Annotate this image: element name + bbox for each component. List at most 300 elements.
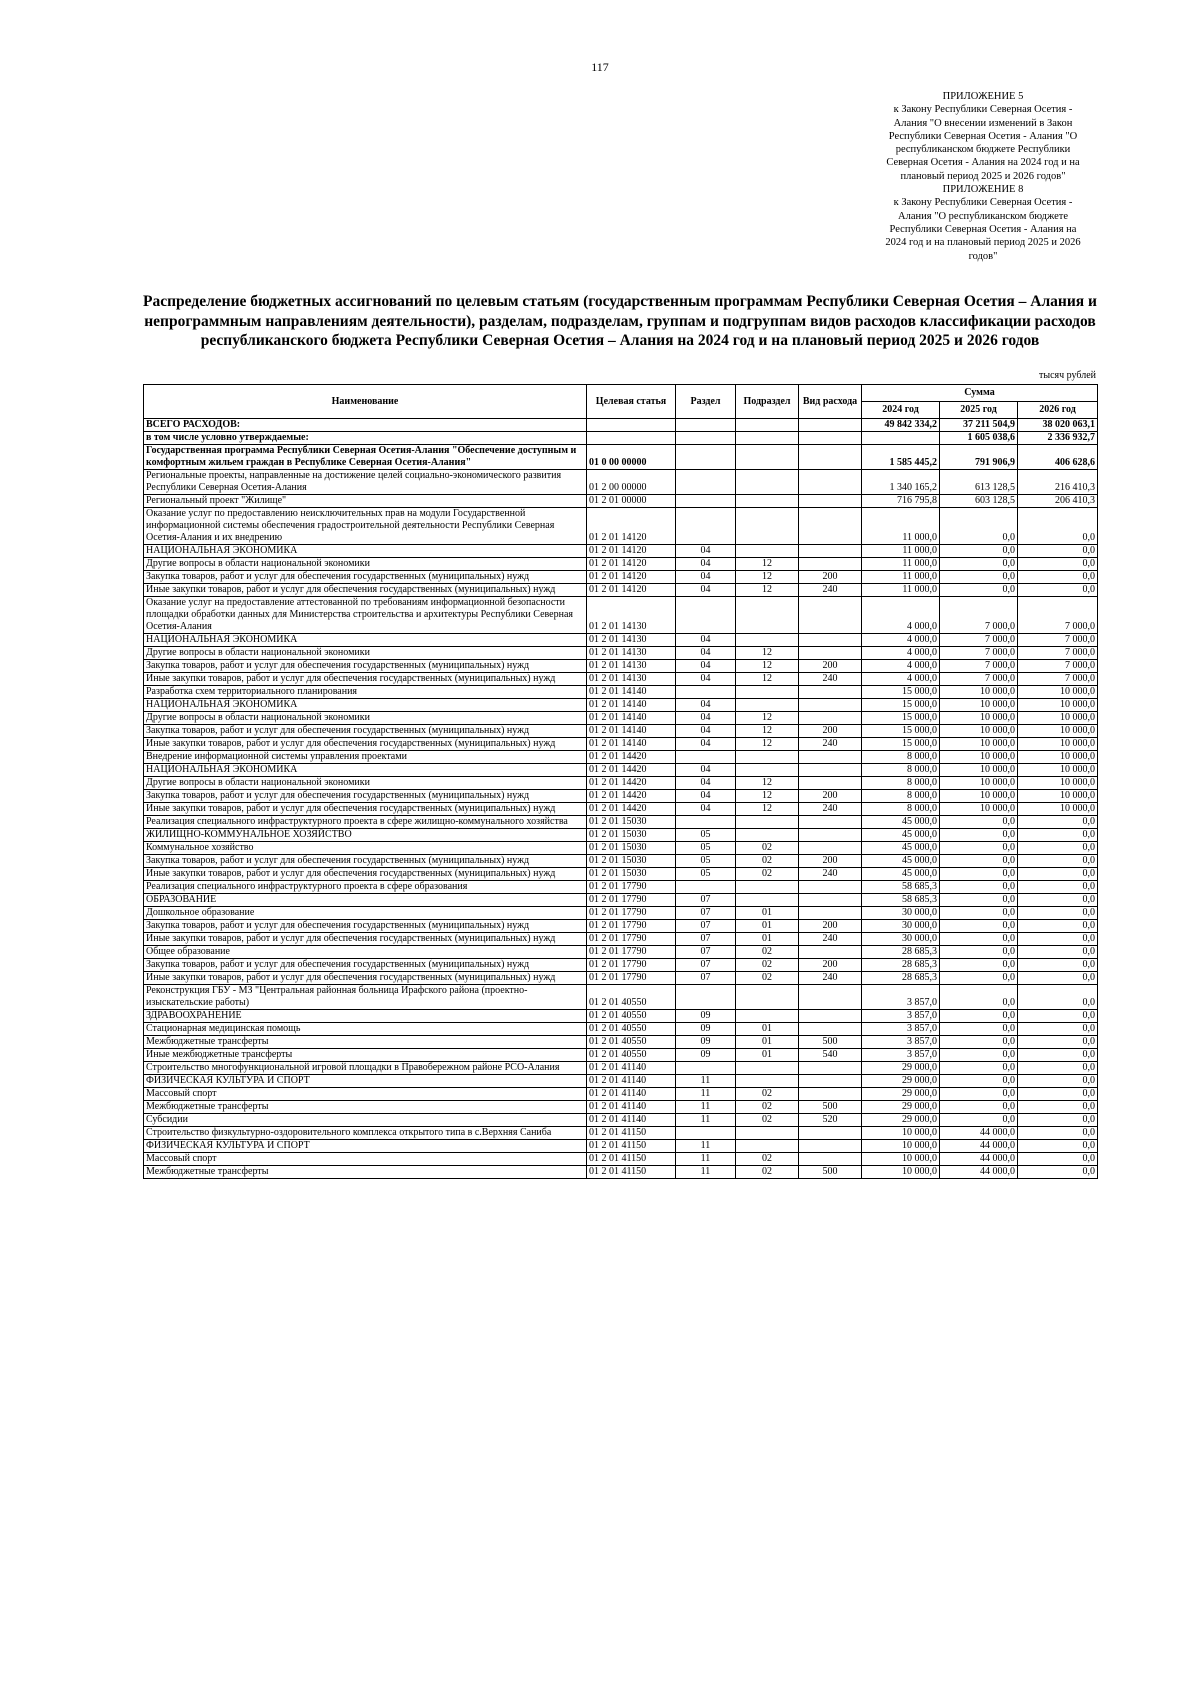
- table-row: [144, 1062, 1098, 1075]
- row-name: Региональные проекты, направленные на достижение целей социально-экономического развития Республики Северная Осетия-Алания: [144, 470, 587, 495]
- row-section: [676, 985, 736, 1010]
- row-2025: 0,0: [940, 545, 1018, 558]
- row-2026: 38 020 063,1: [1018, 419, 1098, 432]
- row-subsection: 02: [736, 972, 799, 985]
- row-subsection: 12: [736, 777, 799, 790]
- row-kind: 240: [799, 584, 862, 597]
- row-target: 01 2 01 40550: [587, 1049, 676, 1062]
- row-section: 05: [676, 868, 736, 881]
- row-2026: 0,0: [1018, 1062, 1098, 1075]
- appendix-line: плановый период 2025 и 2026 годов": [900, 170, 1066, 182]
- row-kind: [799, 751, 862, 764]
- row-kind: [799, 946, 862, 959]
- row-name: Иные закупки товаров, работ и услуг для обеспечения государственных (муниципальных) нужд: [144, 738, 587, 751]
- row-2024: 11 000,0: [862, 508, 940, 545]
- row-2026: 0,0: [1018, 946, 1098, 959]
- row-kind: [799, 1140, 862, 1153]
- row-section: 04: [676, 712, 736, 725]
- row-2024: 10 000,0: [862, 1127, 940, 1140]
- row-section: 07: [676, 933, 736, 946]
- row-kind: [799, 558, 862, 571]
- row-target: 01 2 01 14130: [587, 660, 676, 673]
- row-target: 01 2 01 14130: [587, 597, 676, 634]
- row-2026: 10 000,0: [1018, 686, 1098, 699]
- row-section: 07: [676, 907, 736, 920]
- table-body: [144, 419, 1098, 1179]
- row-2025: 7 000,0: [940, 660, 1018, 673]
- appendix-line: ПРИЛОЖЕНИЕ 8: [942, 184, 1024, 196]
- row-2025: 10 000,0: [940, 712, 1018, 725]
- row-2026: 0,0: [1018, 985, 1098, 1010]
- row-subsection: [736, 829, 799, 842]
- row-target: 01 2 01 17790: [587, 920, 676, 933]
- row-2024: 8 000,0: [862, 803, 940, 816]
- row-target: 01 2 01 17790: [587, 946, 676, 959]
- row-2025: 0,0: [940, 985, 1018, 1010]
- header-2024: 2024 год: [862, 402, 940, 419]
- header-sum: Сумма: [862, 385, 1098, 402]
- row-section: 04: [676, 660, 736, 673]
- row-name: НАЦИОНАЛЬНАЯ ЭКОНОМИКА: [144, 699, 587, 712]
- table-row: [144, 725, 1098, 738]
- row-2026: 406 628,6: [1018, 445, 1098, 470]
- appendix-line: ПРИЛОЖЕНИЕ 5: [942, 91, 1024, 102]
- row-2025: 10 000,0: [940, 803, 1018, 816]
- row-target: 01 2 01 14420: [587, 764, 676, 777]
- row-name: Оказание услуг по предоставлению неисключительных прав на модули Государственной информационной системы обеспечения градостроительной деятельности Республики Северная Осетия-Алания и их внедрению: [144, 508, 587, 545]
- row-name: Другие вопросы в области национальной экономики: [144, 558, 587, 571]
- row-kind: 200: [799, 920, 862, 933]
- appendix-line: годов": [968, 250, 998, 262]
- table-row: [144, 1023, 1098, 1036]
- row-2025: 10 000,0: [940, 738, 1018, 751]
- row-2026: 10 000,0: [1018, 764, 1098, 777]
- row-2024: 28 685,3: [862, 959, 940, 972]
- header-target: Целевая статья: [587, 385, 676, 419]
- row-subsection: 02: [736, 1114, 799, 1127]
- row-kind: 240: [799, 673, 862, 686]
- row-section: [676, 816, 736, 829]
- table-row: [144, 842, 1098, 855]
- row-target: 01 2 01 14130: [587, 673, 676, 686]
- row-section: 07: [676, 920, 736, 933]
- row-target: 01 2 01 14140: [587, 725, 676, 738]
- row-name: Иные межбюджетные трансферты: [144, 1049, 587, 1062]
- row-kind: [799, 764, 862, 777]
- row-2025: 0,0: [940, 816, 1018, 829]
- row-target: 01 2 01 14140: [587, 686, 676, 699]
- row-2024: 3 857,0: [862, 1049, 940, 1062]
- row-subsection: [736, 634, 799, 647]
- row-kind: 200: [799, 790, 862, 803]
- row-2026: 0,0: [1018, 1153, 1098, 1166]
- row-kind: 500: [799, 1036, 862, 1049]
- row-2026: 7 000,0: [1018, 597, 1098, 634]
- row-kind: [799, 829, 862, 842]
- row-2026: 0,0: [1018, 1023, 1098, 1036]
- row-subsection: 12: [736, 803, 799, 816]
- appendix-line: Республики Северная Осетия - Алания на: [889, 223, 1077, 235]
- table-row: [144, 584, 1098, 597]
- row-2026: 0,0: [1018, 1036, 1098, 1049]
- row-2024: 11 000,0: [862, 545, 940, 558]
- row-section: 04: [676, 545, 736, 558]
- row-kind: [799, 419, 862, 432]
- row-2025: 603 128,5: [940, 495, 1018, 508]
- row-2024: 4 000,0: [862, 660, 940, 673]
- row-2024: 45 000,0: [862, 855, 940, 868]
- row-target: 01 2 01 41140: [587, 1088, 676, 1101]
- row-subsection: 12: [736, 558, 799, 571]
- row-kind: [799, 1153, 862, 1166]
- row-subsection: [736, 495, 799, 508]
- row-target: 01 2 01 14420: [587, 790, 676, 803]
- row-kind: [799, 1023, 862, 1036]
- row-name: Дошкольное образование: [144, 907, 587, 920]
- row-2026: 0,0: [1018, 959, 1098, 972]
- row-2025: 0,0: [940, 1062, 1018, 1075]
- row-kind: 240: [799, 738, 862, 751]
- row-kind: 520: [799, 1114, 862, 1127]
- row-section: 11: [676, 1088, 736, 1101]
- table-row: [144, 816, 1098, 829]
- row-section: 05: [676, 829, 736, 842]
- row-2026: 0,0: [1018, 545, 1098, 558]
- row-target: 01 2 01 17790: [587, 907, 676, 920]
- row-2025: 0,0: [940, 972, 1018, 985]
- table-row: [144, 803, 1098, 816]
- row-2024: 1 340 165,2: [862, 470, 940, 495]
- row-2026: 0,0: [1018, 881, 1098, 894]
- header-subsection: Подраздел: [736, 385, 799, 419]
- row-name: Строительство многофункциональной игровой площадки в Правобережном районе РСО-Алания: [144, 1062, 587, 1075]
- row-2025: 0,0: [940, 508, 1018, 545]
- row-2024: 11 000,0: [862, 558, 940, 571]
- row-target: 01 2 01 17790: [587, 894, 676, 907]
- row-2024: 45 000,0: [862, 842, 940, 855]
- row-name: Иные закупки товаров, работ и услуг для обеспечения государственных (муниципальных) нужд: [144, 673, 587, 686]
- row-subsection: 12: [736, 790, 799, 803]
- row-subsection: [736, 1140, 799, 1153]
- row-section: [676, 432, 736, 445]
- row-kind: [799, 894, 862, 907]
- row-2024: 716 795,8: [862, 495, 940, 508]
- row-section: 05: [676, 855, 736, 868]
- row-2024: 29 000,0: [862, 1088, 940, 1101]
- table-row: [144, 647, 1098, 660]
- row-kind: 200: [799, 660, 862, 673]
- row-subsection: 12: [736, 725, 799, 738]
- row-name: Разработка схем территориального планирования: [144, 686, 587, 699]
- row-target: 01 2 01 41140: [587, 1075, 676, 1088]
- header-name: Наименование: [144, 385, 587, 419]
- row-section: 04: [676, 584, 736, 597]
- row-subsection: [736, 764, 799, 777]
- row-target: 01 2 01 14420: [587, 803, 676, 816]
- row-2024: [862, 432, 940, 445]
- row-2025: 10 000,0: [940, 699, 1018, 712]
- table-row: [144, 868, 1098, 881]
- table-row: [144, 751, 1098, 764]
- table-row: [144, 959, 1098, 972]
- row-2026: 0,0: [1018, 933, 1098, 946]
- row-target: 01 2 01 14120: [587, 571, 676, 584]
- row-2025: 0,0: [940, 558, 1018, 571]
- row-kind: [799, 686, 862, 699]
- row-2024: 4 000,0: [862, 634, 940, 647]
- table-row: [144, 764, 1098, 777]
- row-2025: 0,0: [940, 842, 1018, 855]
- table-row: [144, 558, 1098, 571]
- row-2024: 29 000,0: [862, 1114, 940, 1127]
- row-kind: [799, 545, 862, 558]
- row-2025: 7 000,0: [940, 673, 1018, 686]
- row-2024: 8 000,0: [862, 751, 940, 764]
- table-row: [144, 699, 1098, 712]
- row-subsection: 02: [736, 1101, 799, 1114]
- row-2024: 15 000,0: [862, 712, 940, 725]
- table-row: [144, 1114, 1098, 1127]
- row-kind: [799, 881, 862, 894]
- page-number: 117: [591, 60, 609, 74]
- row-2025: 0,0: [940, 1101, 1018, 1114]
- row-kind: 200: [799, 571, 862, 584]
- row-kind: [799, 495, 862, 508]
- header-kind: Вид расхода: [799, 385, 862, 419]
- table-row: [144, 1127, 1098, 1140]
- row-2026: 0,0: [1018, 558, 1098, 571]
- row-section: 04: [676, 571, 736, 584]
- row-section: 07: [676, 972, 736, 985]
- table-row: [144, 1166, 1098, 1179]
- table-row: [144, 1075, 1098, 1088]
- row-2026: 2 336 932,7: [1018, 432, 1098, 445]
- row-subsection: [736, 816, 799, 829]
- row-target: 01 2 01 15030: [587, 868, 676, 881]
- row-target: 01 2 01 15030: [587, 816, 676, 829]
- row-name: Стационарная медицинская помощь: [144, 1023, 587, 1036]
- row-name: Строительство физкультурно-оздоровительного комплекса открытого типа в с.Верхняя Саниба: [144, 1127, 587, 1140]
- row-subsection: [736, 699, 799, 712]
- row-kind: [799, 1075, 862, 1088]
- row-2025: 44 000,0: [940, 1127, 1018, 1140]
- row-2025: 10 000,0: [940, 764, 1018, 777]
- row-kind: 200: [799, 959, 862, 972]
- row-2024: 45 000,0: [862, 816, 940, 829]
- row-target: 01 2 01 14130: [587, 634, 676, 647]
- row-kind: [799, 445, 862, 470]
- row-section: 04: [676, 803, 736, 816]
- row-2025: 0,0: [940, 920, 1018, 933]
- row-2024: 30 000,0: [862, 933, 940, 946]
- row-section: 05: [676, 842, 736, 855]
- table-header: [144, 385, 1098, 419]
- row-subsection: 01: [736, 933, 799, 946]
- row-subsection: 02: [736, 842, 799, 855]
- row-subsection: 12: [736, 660, 799, 673]
- row-subsection: 02: [736, 1088, 799, 1101]
- row-subsection: 02: [736, 1153, 799, 1166]
- table-row: [144, 1036, 1098, 1049]
- row-2026: 0,0: [1018, 816, 1098, 829]
- row-name: Закупка товаров, работ и услуг для обеспечения государственных (муниципальных) нужд: [144, 920, 587, 933]
- row-kind: [799, 470, 862, 495]
- header-section: Раздел: [676, 385, 736, 419]
- table-row: [144, 946, 1098, 959]
- row-2025: 7 000,0: [940, 597, 1018, 634]
- row-subsection: 02: [736, 1166, 799, 1179]
- row-name: Закупка товаров, работ и услуг для обеспечения государственных (муниципальных) нужд: [144, 855, 587, 868]
- row-target: 01 2 01 00000: [587, 495, 676, 508]
- table-row: [144, 571, 1098, 584]
- row-target: 01 2 01 40550: [587, 985, 676, 1010]
- row-2025: 0,0: [940, 881, 1018, 894]
- row-2026: 0,0: [1018, 855, 1098, 868]
- row-target: [587, 419, 676, 432]
- row-2024: 28 685,3: [862, 946, 940, 959]
- row-2026: 10 000,0: [1018, 712, 1098, 725]
- row-name: Другие вопросы в области национальной экономики: [144, 647, 587, 660]
- row-2024: 10 000,0: [862, 1153, 940, 1166]
- row-name: Другие вопросы в области национальной экономики: [144, 777, 587, 790]
- table-row: [144, 686, 1098, 699]
- row-2026: 0,0: [1018, 1075, 1098, 1088]
- row-target: 01 2 01 14420: [587, 751, 676, 764]
- row-kind: [799, 777, 862, 790]
- row-2026: 10 000,0: [1018, 777, 1098, 790]
- table-row: [144, 985, 1098, 1010]
- row-2026: 0,0: [1018, 584, 1098, 597]
- row-2026: 0,0: [1018, 1088, 1098, 1101]
- row-kind: [799, 1062, 862, 1075]
- row-kind: [799, 907, 862, 920]
- row-2024: 15 000,0: [862, 725, 940, 738]
- row-name: Межбюджетные трансферты: [144, 1036, 587, 1049]
- row-name: Иные закупки товаров, работ и услуг для обеспечения государственных (муниципальных) нужд: [144, 933, 587, 946]
- row-section: 09: [676, 1049, 736, 1062]
- row-section: 11: [676, 1114, 736, 1127]
- row-2025: 0,0: [940, 1075, 1018, 1088]
- row-2024: 58 685,3: [862, 881, 940, 894]
- row-section: 04: [676, 725, 736, 738]
- row-2025: 7 000,0: [940, 634, 1018, 647]
- row-2026: 0,0: [1018, 894, 1098, 907]
- row-2025: 0,0: [940, 1010, 1018, 1023]
- row-subsection: [736, 1127, 799, 1140]
- row-target: 01 2 01 17790: [587, 959, 676, 972]
- row-kind: [799, 508, 862, 545]
- row-kind: [799, 712, 862, 725]
- row-2024: 30 000,0: [862, 920, 940, 933]
- row-target: 01 2 01 14140: [587, 738, 676, 751]
- row-2025: 37 211 504,9: [940, 419, 1018, 432]
- row-subsection: [736, 686, 799, 699]
- row-kind: 240: [799, 868, 862, 881]
- row-subsection: 12: [736, 647, 799, 660]
- row-name: Реализация специального инфраструктурного проекта в сфере образования: [144, 881, 587, 894]
- row-2026: 216 410,3: [1018, 470, 1098, 495]
- header-2026: 2026 год: [1018, 402, 1098, 419]
- row-kind: [799, 647, 862, 660]
- appendix-line: Республики Северная Осетия - Алания "О: [888, 130, 1078, 142]
- row-2026: 0,0: [1018, 920, 1098, 933]
- row-2025: 0,0: [940, 571, 1018, 584]
- row-2026: 7 000,0: [1018, 673, 1098, 686]
- table-row: [144, 1140, 1098, 1153]
- row-section: [676, 470, 736, 495]
- row-section: [676, 751, 736, 764]
- row-target: 01 2 01 15030: [587, 829, 676, 842]
- row-2025: 0,0: [940, 933, 1018, 946]
- row-name: Внедрение информационной системы управления проектами: [144, 751, 587, 764]
- row-2025: 10 000,0: [940, 725, 1018, 738]
- row-2024: 15 000,0: [862, 699, 940, 712]
- row-subsection: [736, 419, 799, 432]
- row-target: 01 2 01 41150: [587, 1140, 676, 1153]
- row-2025: 10 000,0: [940, 790, 1018, 803]
- row-section: [676, 1062, 736, 1075]
- appendix-line: Алания "О республиканском бюджете: [898, 210, 1068, 222]
- table-row: [144, 894, 1098, 907]
- row-2026: 0,0: [1018, 829, 1098, 842]
- row-kind: [799, 634, 862, 647]
- row-name: Субсидии: [144, 1114, 587, 1127]
- row-subsection: [736, 894, 799, 907]
- row-name: Закупка товаров, работ и услуг для обеспечения государственных (муниципальных) нужд: [144, 725, 587, 738]
- row-section: [676, 686, 736, 699]
- row-kind: 500: [799, 1166, 862, 1179]
- row-name: Оказание услуг на предоставление аттестованной по требованиям информационной безопасности площадки обработки данных для Министерства строительства и архитектуры Республики Северная Осетия-Алания: [144, 597, 587, 634]
- row-subsection: 01: [736, 920, 799, 933]
- row-section: 09: [676, 1023, 736, 1036]
- row-name: Другие вопросы в области национальной экономики: [144, 712, 587, 725]
- row-kind: 240: [799, 972, 862, 985]
- row-target: 01 2 01 41150: [587, 1127, 676, 1140]
- row-name: ФИЗИЧЕСКАЯ КУЛЬТУРА И СПОРТ: [144, 1075, 587, 1088]
- row-subsection: [736, 1062, 799, 1075]
- row-2024: 30 000,0: [862, 907, 940, 920]
- row-target: 01 2 01 14120: [587, 558, 676, 571]
- row-2024: 45 000,0: [862, 829, 940, 842]
- row-2024: 29 000,0: [862, 1101, 940, 1114]
- row-target: 01 2 01 17790: [587, 933, 676, 946]
- row-section: 11: [676, 1140, 736, 1153]
- row-2024: 8 000,0: [862, 777, 940, 790]
- row-2026: 7 000,0: [1018, 647, 1098, 660]
- row-name: Иные закупки товаров, работ и услуг для обеспечения государственных (муниципальных) нужд: [144, 584, 587, 597]
- row-subsection: 02: [736, 855, 799, 868]
- row-section: 04: [676, 647, 736, 660]
- table-row: [144, 673, 1098, 686]
- row-subsection: [736, 881, 799, 894]
- row-2026: 7 000,0: [1018, 634, 1098, 647]
- row-target: 01 2 01 15030: [587, 855, 676, 868]
- table-row: [144, 920, 1098, 933]
- row-target: 01 2 01 15030: [587, 842, 676, 855]
- row-name: Закупка товаров, работ и услуг для обеспечения государственных (муниципальных) нужд: [144, 959, 587, 972]
- units-label: тысяч рублей: [1038, 370, 1096, 381]
- row-kind: 240: [799, 933, 862, 946]
- appendix-line: к Закону Республики Северная Осетия -: [893, 104, 1073, 116]
- row-target: 01 2 01 14420: [587, 777, 676, 790]
- row-section: 11: [676, 1101, 736, 1114]
- row-2025: 0,0: [940, 959, 1018, 972]
- row-name: Региональный проект "Жилище": [144, 495, 587, 508]
- row-2024: 4 000,0: [862, 673, 940, 686]
- table-row: [144, 660, 1098, 673]
- table-row: [144, 790, 1098, 803]
- row-name: Общее образование: [144, 946, 587, 959]
